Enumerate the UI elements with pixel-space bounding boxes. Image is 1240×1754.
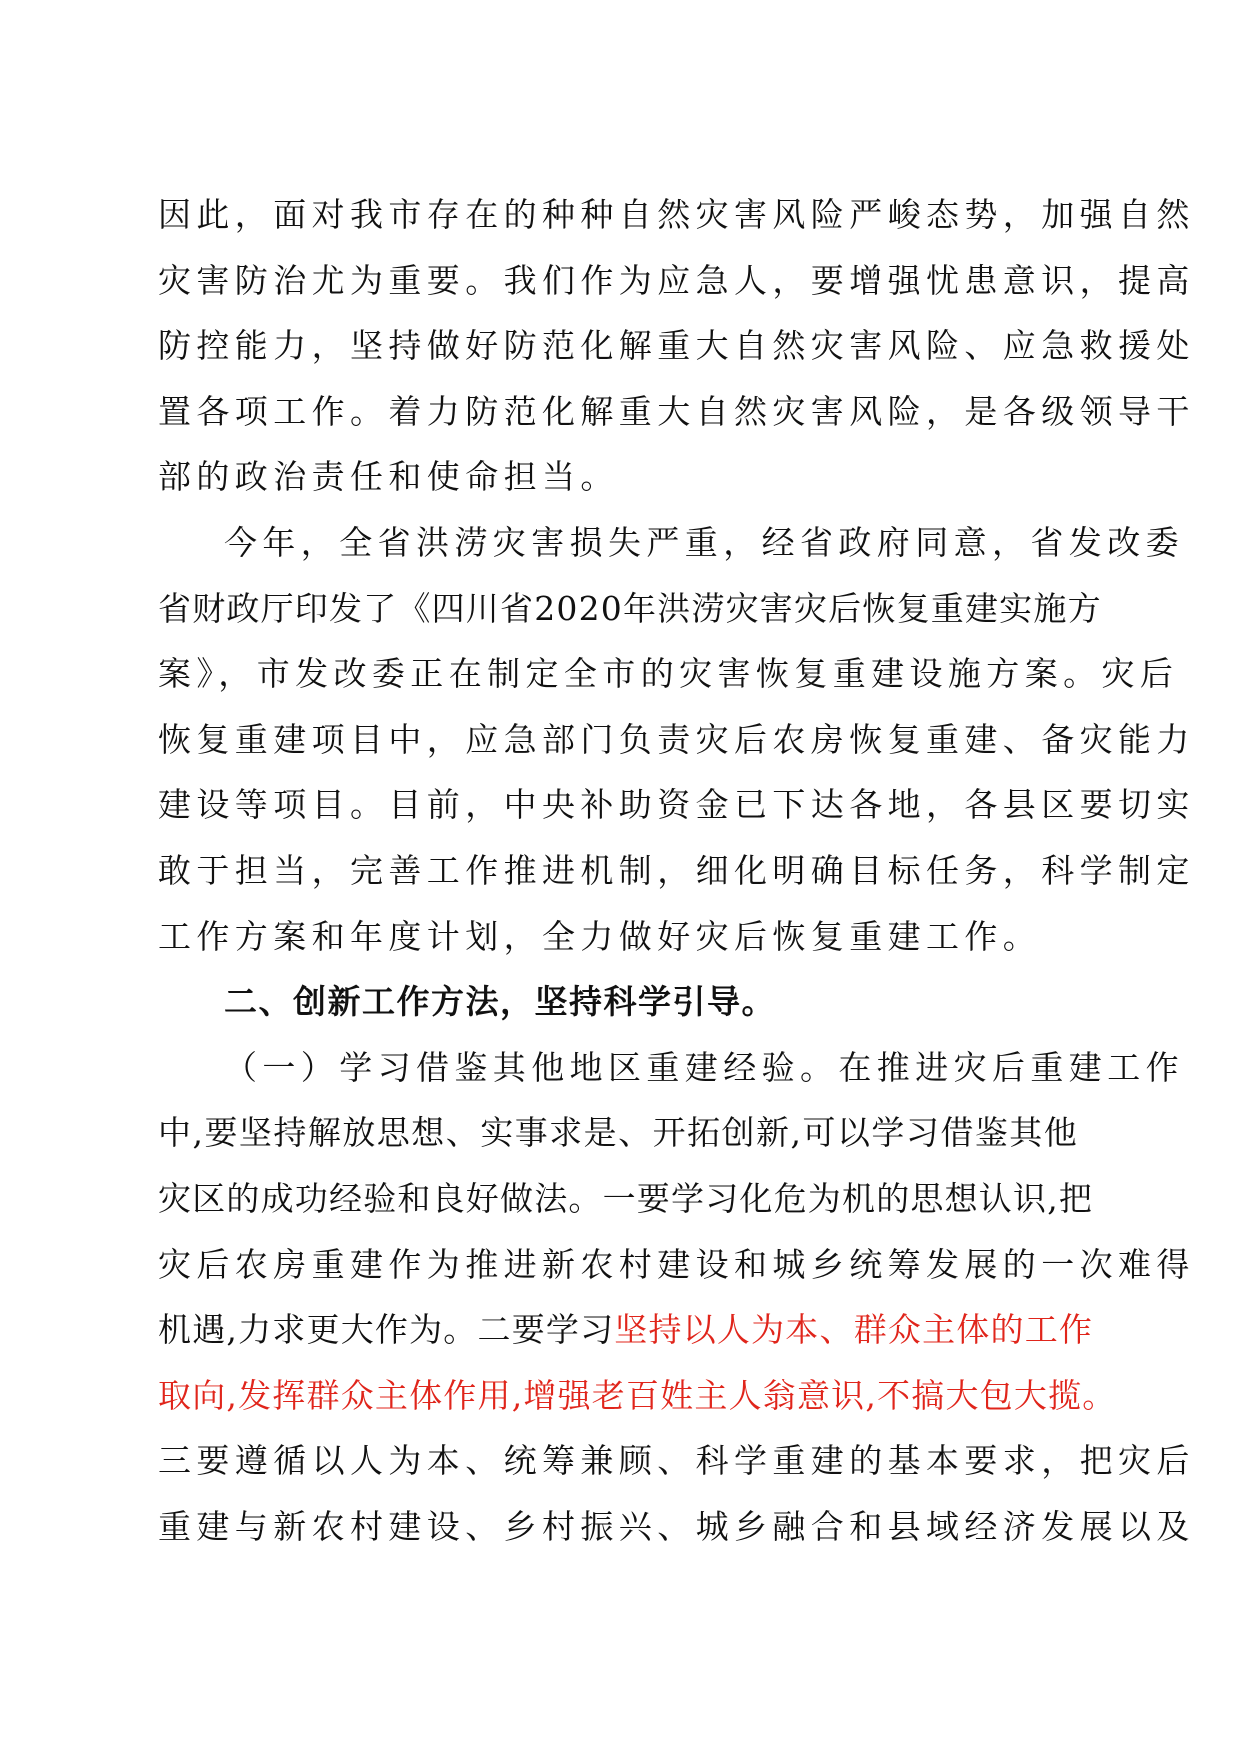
paragraph-line: 恢复重建项目中，应急部门负责灾后农房恢复重建、备灾能力 (158, 719, 1195, 759)
paragraph-line: 灾害防治尤为重要。我们作为应急人，要增强忧患意识，提高 (158, 260, 1195, 300)
paragraph-line: 今年，全省洪涝灾害损失严重，经省政府同意，省发改委 (224, 522, 1184, 562)
highlighted-text: 取向,发挥群众主体作用,增强老百姓主人翁意识,不搞大包大揽。 (158, 1375, 1117, 1415)
paragraph-line: （一）学习借鉴其他地区重建经验。在推进灾后重建工作 (224, 1047, 1184, 1087)
paragraph-line: 建设等项目。目前，中央补助资金已下达各地，各县区要切实 (158, 785, 1195, 825)
paragraph-line: 因此，面对我市存在的种种自然灾害风险严峻态势，加强自然 (158, 195, 1195, 234)
highlighted-text: 坚持以人为本、群众主体的工作 (614, 1310, 1094, 1350)
paragraph-line: 三要遵循以人为本、统筹兼顾、科学重建的基本要求，把灾后 (158, 1441, 1195, 1481)
paragraph-line: 部的政治责任和使命担当。 (158, 457, 619, 497)
paragraph-line: 省财政厅印发了《四川省2020年洪涝灾害灾后恢复重建实施方 (158, 588, 1102, 628)
paragraph-1 (158, 182, 1195, 510)
document-body (158, 182, 1195, 1559)
paragraph-line: 置各项工作。着力防范化解重大自然灾害风险，是各级领导干 (158, 391, 1195, 431)
paragraph-line: 重建与新农村建设、乡村振兴、城乡融合和县域经济发展以及 (158, 1506, 1195, 1546)
paragraph-line: 敢于担当，完善工作推进机制，细化明确目标任务，科学制定 (158, 850, 1195, 890)
paragraph-line: 灾后农房重建作为推进新农村建设和城乡统筹发展的一次难得 (158, 1244, 1195, 1284)
paragraph-3 (158, 1035, 1195, 1560)
section-heading: 二、创新工作方法，坚持科学引导。 (224, 982, 776, 1022)
paragraph-line: 防控能力，坚持做好防范化解重大自然灾害风险、应急救援处 (158, 326, 1195, 366)
paragraph-line-mixed (158, 1297, 1094, 1363)
paragraph-2 (158, 510, 1195, 969)
paragraph-line: 案》，市发改委正在制定全市的灾害恢复重建设施方案。灾后 (158, 654, 1179, 694)
paragraph-line: 灾区的成功经验和良好做法。一要学习化危为机的思想认识,把 (158, 1178, 1094, 1218)
line-text: 机遇,力求更大作为。二要学习 (158, 1310, 615, 1350)
paragraph-line: 工作方案和年度计划，全力做好灾后恢复重建工作。 (158, 916, 1042, 956)
paragraph-line: 中,要坚持解放思想、实事求是、开拓创新,可以学习借鉴其他 (158, 1113, 1078, 1153)
